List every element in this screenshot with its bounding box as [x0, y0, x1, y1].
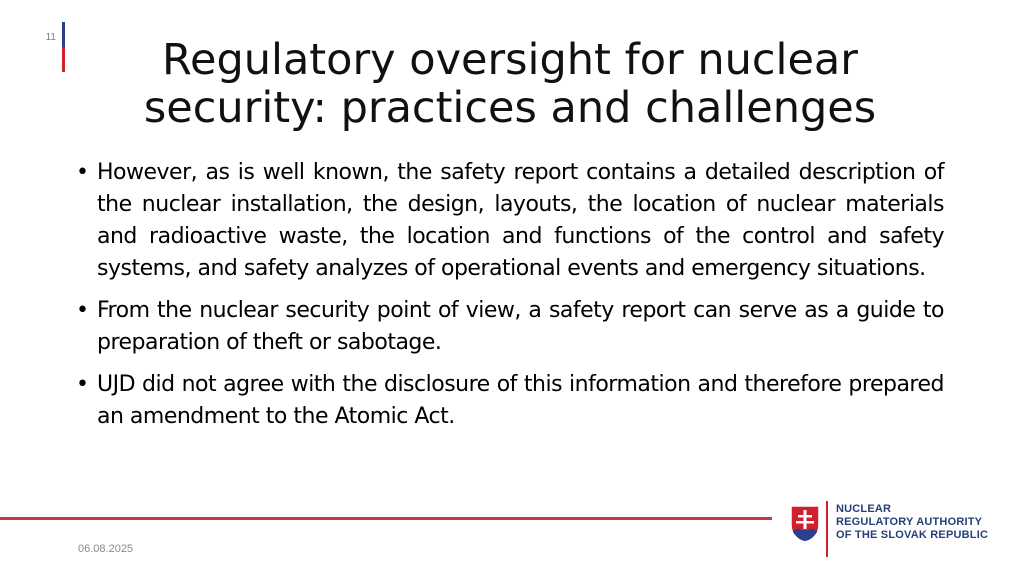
bullet-item: [76, 295, 944, 359]
slide-title: [80, 36, 940, 132]
slide-title-line1: Regulatory oversight for nuclear: [162, 35, 858, 85]
bullet-text: UJD did not agree with the disclosure of this information and therefore prepared an amendment to the Atomic Act.: [97, 372, 944, 429]
bullet-item: [76, 369, 944, 433]
organization-logo: [786, 499, 1006, 561]
slide-title-line2: security: practices and challenges: [143, 83, 877, 133]
bullet-text: From the nuclear security point of view, a safety report can serve as a guide to preparation of theft or sabotage.: [97, 298, 944, 355]
org-line-1: NUCLEAR: [836, 503, 892, 515]
org-line-3: OF THE SLOVAK REPUBLIC: [836, 529, 989, 541]
footer-divider: [0, 517, 772, 520]
flag-stripe-blue: [62, 22, 65, 47]
flag-stripe: [62, 0, 65, 72]
bullet-icon: •: [76, 160, 89, 185]
bullet-text: However, as is well known, the safety report contains a detailed description of the nuclear installation, the design, layouts, the location of nuclear materials and radioactive waste, the location and functions of the control and safety systems, and safety analyzes of operational events and emergency situations.: [97, 160, 944, 281]
organization-name: [836, 503, 988, 542]
flag-stripe-white: [62, 0, 65, 22]
flag-stripe-red: [62, 47, 65, 72]
bullet-list: [76, 157, 944, 443]
bullet-item: [76, 157, 944, 285]
bullet-icon: •: [76, 372, 89, 397]
org-line-2: REGULATORY AUTHORITY: [836, 516, 983, 528]
footer-date: 06.08.2025: [78, 543, 134, 555]
logo-divider: [826, 501, 828, 557]
slovak-coat-of-arms-icon: [790, 505, 820, 543]
slide-number: 11: [45, 32, 56, 43]
bullet-icon: •: [76, 298, 89, 323]
